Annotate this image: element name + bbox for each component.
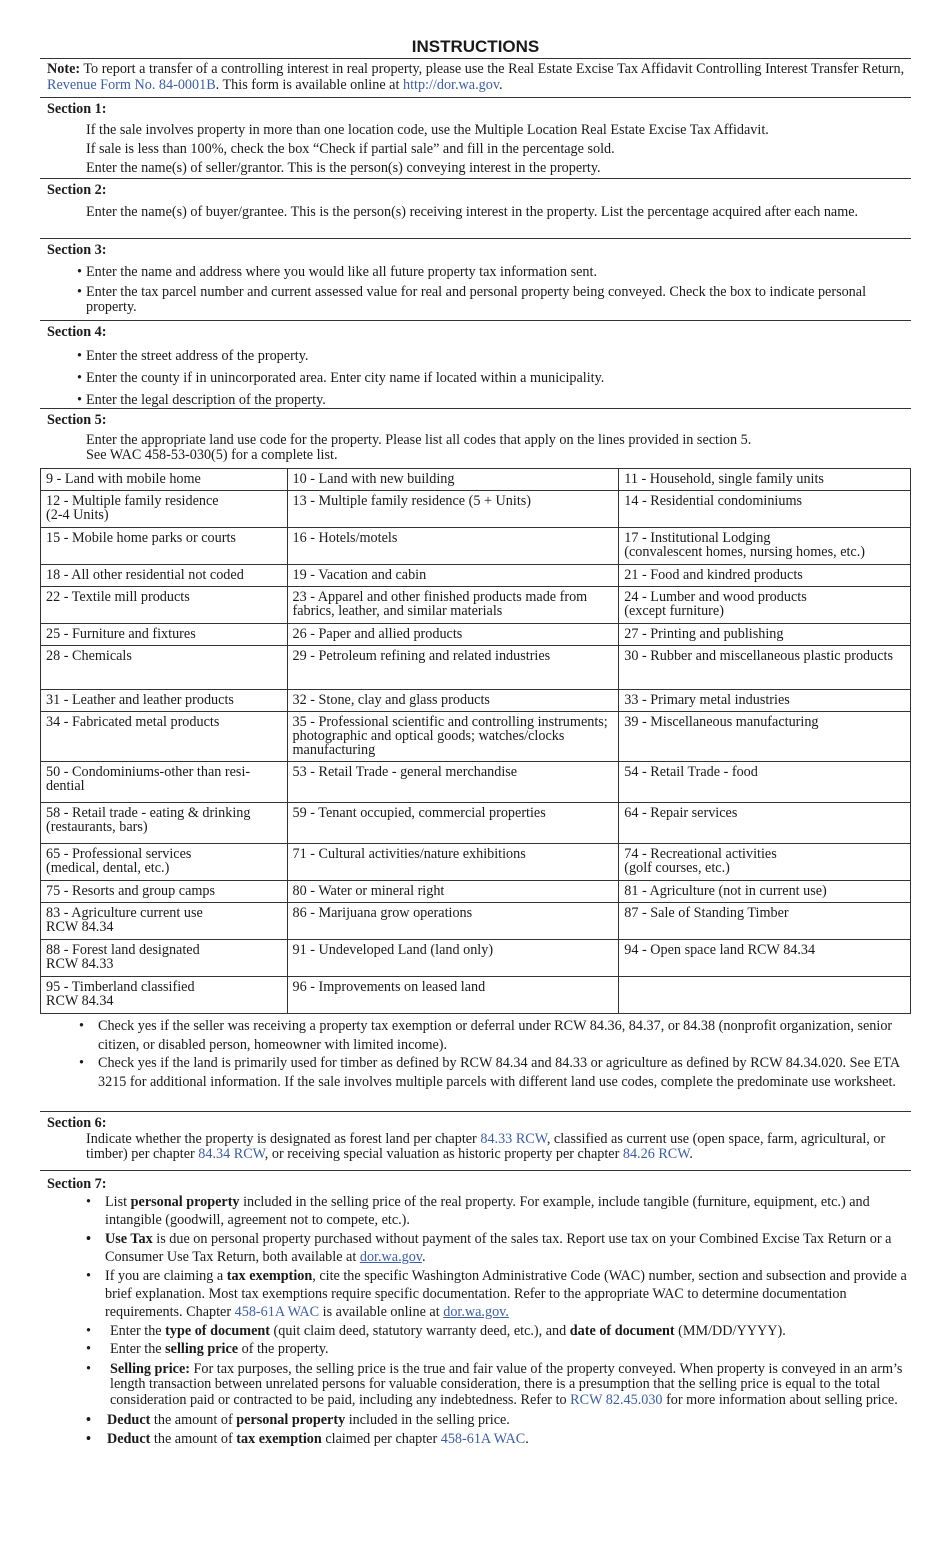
table-row	[41, 646, 911, 690]
land-use-code-cell: 11 - Household, single family units	[619, 469, 911, 491]
table-row	[41, 528, 911, 565]
list-item: • List personal property included in the selling price of the real property. For example, include tangible (furniture, equipment, etc.) and intangible (goodwill, agreement not to compete, etc.).	[86, 1194, 870, 1229]
section-5-notes	[40, 1014, 911, 1111]
section-3	[40, 239, 911, 320]
section-title: Section 6:	[47, 1115, 107, 1131]
land-use-code-cell: 71 - Cultural activities/nature exhibitions	[287, 844, 619, 881]
land-use-code-cell: 53 - Retail Trade - general merchandise	[287, 762, 619, 803]
land-use-code-cell: 16 - Hotels/motels	[287, 528, 619, 565]
land-use-code-cell: 65 - Professional services (medical, dental, etc.)	[41, 844, 288, 881]
land-use-code-cell: 24 - Lumber and wood products (except furniture)	[619, 587, 911, 624]
land-use-code-cell: 95 - Timberland classified RCW 84.34	[41, 977, 288, 1014]
section-title: Section 2:	[47, 182, 107, 198]
section-1-line: Enter the name(s) of seller/grantor. This is the person(s) conveying interest in the property.	[86, 160, 601, 176]
note: Note: To report a transfer of a controlling interest in real property, please use the Real Estate Excise Tax Affidavit Controlling Interest Transfer Return, Revenue Form No. 84-0001B. This form is available online at http://dor.wa.gov.	[47, 61, 905, 93]
wac-458-61a-link[interactable]: 458-61A WAC	[234, 1304, 320, 1321]
dor-website-link[interactable]: dor.wa.gov	[359, 1249, 422, 1266]
land-use-code-cell: 58 - Retail trade - eating & drinking (restaurants, bars)	[41, 803, 288, 844]
land-use-code-cell: 34 - Fabricated metal products	[41, 712, 288, 762]
land-use-code-cell: 23 - Apparel and other finished products made from fabrics, leather, and similar materials	[287, 587, 619, 624]
table-row	[41, 690, 911, 712]
section-6: Section 6: Indicate whether the property is designated as forest land per chapter 84.33 RCW, classified as current use (open space, farm, agricultural, or timber) per chapter 84.34 RCW, or receiving special valuation as historic property per chapter 84.26 RCW.	[40, 1112, 911, 1170]
table-row	[41, 977, 911, 1014]
land-use-code-cell	[619, 977, 911, 1014]
table-row	[41, 762, 911, 803]
table-row	[41, 844, 911, 881]
table-row	[41, 712, 911, 762]
section-5-text: Enter the appropriate land use code for the property. Please list all codes that apply on the lines provided in section 5.	[86, 432, 752, 448]
list-item: • Deduct the amount of tax exemption claimed per chapter 458-61A WAC.	[86, 1430, 529, 1447]
section-2	[40, 179, 911, 238]
land-use-code-cell: 19 - Vacation and cabin	[287, 565, 619, 587]
land-use-code-cell: 59 - Tenant occupied, commercial properties	[287, 803, 619, 844]
list-item: • Use Tax is due on personal property purchased without payment of the sales tax. Report use tax on your Combined Excise Tax Return or a Consumer Use Tax Return, both available at dor.wa.gov.	[86, 1230, 892, 1266]
land-use-code-cell: 26 - Paper and allied products	[287, 624, 619, 646]
table-row	[41, 565, 911, 587]
land-use-code-cell: 50 - Condominiums-other than resi- dential	[41, 762, 288, 803]
land-use-code-cell: 14 - Residential condominiums	[619, 491, 911, 528]
list-item: • Check yes if the land is primarily used for timber as defined by RCW 84.34 and 84.33 or agriculture as defined by RCW 84.34.020. See ETA 3215 for additional information. If the sale involves multiple parcels with different land use codes, complete the predominate use worksheet.	[79, 1055, 900, 1090]
table-row	[41, 491, 911, 528]
land-use-code-cell: 86 - Marijuana grow operations	[287, 903, 619, 940]
list-item: • Enter the type of document (quit claim deed, statutory warranty deed, etc.), and date of document (MM/DD/YYYY).	[86, 1322, 786, 1339]
land-use-code-cell: 91 - Undeveloped Land (land only)	[287, 940, 619, 977]
section-4	[40, 321, 911, 408]
land-use-code-cell: 83 - Agriculture current use RCW 84.34	[41, 903, 288, 940]
land-use-code-cell: 39 - Miscellaneous manufacturing	[619, 712, 911, 762]
land-use-code-cell: 94 - Open space land RCW 84.34	[619, 940, 911, 977]
land-use-code-cell: 30 - Rubber and miscellaneous plastic products	[619, 646, 911, 690]
land-use-code-cell: 10 - Land with new building	[287, 469, 619, 491]
rcw-84-26-link[interactable]: 84.26 RCW	[622, 1146, 690, 1162]
land-use-code-cell: 88 - Forest land designated RCW 84.33	[41, 940, 288, 977]
section-7	[40, 1171, 911, 1448]
land-use-code-cell: 64 - Repair services	[619, 803, 911, 844]
list-item: • Enter the legal description of the property.	[77, 392, 326, 408]
rcw-84-33-link[interactable]: 84.33 RCW	[480, 1131, 547, 1147]
list-item: • Enter the tax parcel number and current assessed value for real and personal property being conveyed. Check the box to indicate personal property.	[77, 284, 867, 315]
section-1-line: If sale is less than 100%, check the box “Check if partial sale” and fill in the percentage sold.	[86, 141, 615, 157]
section-1-line: If the sale involves property in more than one location code, use the Multiple Location Real Estate Excise Tax Affidavit.	[86, 122, 769, 138]
list-item: • If you are claiming a tax exemption, cite the specific Washington Administrative Code (WAC) number, section and subsection and provide a brief explanation. Most tax exemptions require specific documentation. Refer to the appropriate WAC to determine documentation requirements. Chapter 458-61A WAC is available online at dor.wa.gov.	[86, 1267, 907, 1321]
section-1	[40, 98, 911, 178]
land-use-code-cell: 31 - Leather and leather products	[41, 690, 288, 712]
rcw-84-34-link[interactable]: 84.34 RCW	[198, 1146, 265, 1162]
dor-website-link[interactable]: dor.wa.gov.	[443, 1304, 509, 1321]
land-use-code-cell: 9 - Land with mobile home	[41, 469, 288, 491]
land-use-code-cell: 29 - Petroleum refining and related industries	[287, 646, 619, 690]
list-item: • Check yes if the seller was receiving a property tax exemption or deferral under RCW 84.36, 84.37, or 84.38 (nonprofit organization, senior citizen, or disabled person, homeowner with limited income).	[79, 1018, 893, 1053]
section-title: Section 3:	[47, 242, 107, 258]
land-use-code-cell: 96 - Improvements on leased land	[287, 977, 619, 1014]
table-row	[41, 587, 911, 624]
section-title: Section 7:	[47, 1176, 107, 1192]
section-title: Section 5:	[47, 412, 107, 428]
land-use-code-cell: 80 - Water or mineral right	[287, 881, 619, 903]
land-use-code-cell: 54 - Retail Trade - food	[619, 762, 911, 803]
revenue-form-link[interactable]: Revenue Form No. 84-0001B	[47, 76, 216, 93]
page-title: INSTRUCTIONS	[411, 37, 540, 56]
land-use-code-cell: 74 - Recreational activities (golf courses, etc.)	[619, 844, 911, 881]
list-item: • Selling price: For tax purposes, the selling price is the true and fair value of the property conveyed. When property is conveyed in an arm’s length transaction between unrelated persons for valuable consideration, there is a presumption that the selling price is equal to the total consideration paid or contracted to be paid, including any indebtedness. Refer to RCW 82.45.030 for more information about selling price.	[86, 1360, 903, 1408]
section-2-text: Enter the name(s) of buyer/grantee. This is the person(s) receiving interest in the property. List the percentage acquired after each name.	[86, 204, 859, 220]
section-title: Section 4:	[47, 324, 107, 340]
list-item: • Enter the selling price of the property.	[86, 1341, 329, 1358]
land-use-code-cell: 25 - Furniture and fixtures	[41, 624, 288, 646]
rcw-82-45-030-link[interactable]: RCW 82.45.030	[570, 1391, 663, 1408]
land-use-code-cell: 33 - Primary metal industries	[619, 690, 911, 712]
dor-website-link[interactable]: http://dor.wa.gov	[402, 76, 499, 93]
note-label: Note:	[47, 61, 81, 77]
land-use-code-cell: 87 - Sale of Standing Timber	[619, 903, 911, 940]
land-use-code-cell: 35 - Professional scientific and controlling instruments; photographic and optical goods; watches/clocks manufacturing	[287, 712, 619, 762]
table-row	[41, 624, 911, 646]
land-use-code-cell: 12 - Multiple family residence (2-4 Units)	[41, 491, 288, 528]
list-item: • Deduct the amount of personal property included in the selling price.	[86, 1412, 510, 1429]
land-use-code-table	[40, 468, 911, 1014]
land-use-code-cell: 18 - All other residential not coded	[41, 565, 288, 587]
land-use-code-cell: 15 - Mobile home parks or courts	[41, 528, 288, 565]
land-use-code-cell: 21 - Food and kindred products	[619, 565, 911, 587]
table-row	[41, 940, 911, 977]
land-use-code-cell: 32 - Stone, clay and glass products	[287, 690, 619, 712]
land-use-code-cell: 22 - Textile mill products	[41, 587, 288, 624]
land-use-code-cell: 17 - Institutional Lodging (convalescent homes, nursing homes, etc.)	[619, 528, 911, 565]
land-use-code-cell: 28 - Chemicals	[41, 646, 288, 690]
section-5	[40, 409, 911, 468]
table-row	[41, 803, 911, 844]
instructions-page	[40, 35, 911, 1448]
wac-458-61a-link[interactable]: 458-61A WAC	[440, 1430, 526, 1447]
land-use-code-cell: 27 - Printing and publishing	[619, 624, 911, 646]
list-item: • Enter the name and address where you would like all future property tax information sent.	[77, 264, 597, 280]
section-title: Section 1:	[47, 101, 107, 117]
land-use-code-cell: 13 - Multiple family residence (5 + Units)	[287, 491, 619, 528]
list-item: • Enter the county if in unincorporated area. Enter city name if located within a municipality.	[77, 370, 605, 386]
list-item: • Enter the street address of the property.	[77, 348, 309, 364]
table-row	[41, 903, 911, 940]
section-5-text: See WAC 458-53-030(5) for a complete list.	[86, 447, 338, 463]
table-row	[41, 469, 911, 491]
land-use-code-cell: 81 - Agriculture (not in current use)	[619, 881, 911, 903]
table-row	[41, 881, 911, 903]
land-use-code-cell: 75 - Resorts and group camps	[41, 881, 288, 903]
